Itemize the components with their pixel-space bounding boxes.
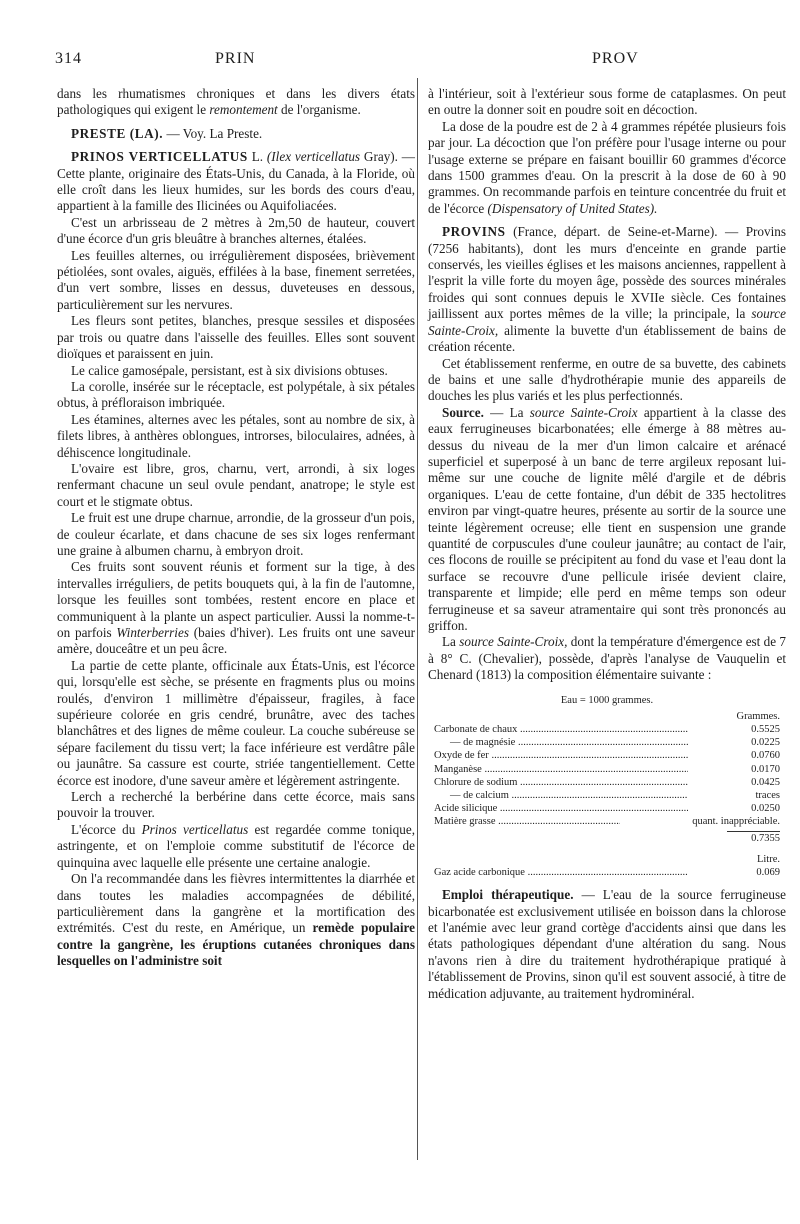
paragraph: C'est un arbrisseau de 2 mètres à 2m,50 de hauteur, couvert d'une écorce d'un gris bleuâtre à branches alternes, étalées. [57,214,415,247]
paragraph: Le fruit est une drupe charnue, arrondie, de la grosseur d'un pois, de couleur écarlate, et dans chacune de ses six loges renfermant une graine à albumen charnu, à embryon droit. [57,510,415,558]
entry-prinos: PRINOS VERTICELLATUS L. (Ilex verticellatus Gray). — Cette plante, originaire des États-Unis, du Canada, à la Floride, où elle croît dans les lieux humides, sur les bords des cours d'eau, appartient à la famille des Ilicinées ou Aquifoliacées. [57,149,415,214]
paragraph: On l'a recommandée dans les fièvres intermittentes la diarrhée et dans toutes les maladies accompagnées de débilité, particulièrement dans la gangrène et la mortification des extrémités. C'est du reste, en Amérique, un remède populaire contre la gangrène, les éruptions cutanées chroniques dans lesquelles on l'administre soit [57,871,416,969]
headword: PROVINS [442,224,506,240]
table-row: — de magnésie ..... 0.0225 [428,736,786,749]
paragraph-emploi: Emploi thérapeutique. — L'eau de la source ferrugineuse bicarbonatée est exclusivement utilisée en boisson dans la chlorose et l'anémie avec leur grand cortège d'accidents ainsi que dans les états pathologiques dépendant d'une altération du sang. Nous n'avons rien à dire du traitement hydrothérapique pratiqué à l'établissement de Provins, sinon qu'il est souvent associé, à titre de médication adjuvante, au traitement hydrominéral. [428,887,786,1001]
column-divider [417,78,418,1160]
table-row: Chlorure de sodium ..... 0.0425 [428,776,786,789]
table-row: — de calcium ..... traces [428,789,786,802]
left-column [57,86,415,970]
page-number: 314 [55,50,82,67]
entry-provins: PROVINS (France, départ. de Seine-et-Marne). — Provins (7256 habitants), dont les murs d'enceinte en grande partie conservés, les vieilles églises et les maisons anciennes, rappellent à l'esprit la ville forte du moyen âge, possède des sources minérales froides qui sont connues depuis le XVIIe siècle. Ces fontaines jaillissent aux portes mêmes de la ville; la principale, la source Sainte-Croix, alimente la buvette d'un établissement de bains de création récente. [428,224,787,355]
paragraph: Les fleurs sont petites, blanches, presque sessiles et disposées par trois ou quatre dans l'aisselle des feuilles. Elles sont souvent dioïques et paraissent en juin. [57,313,415,362]
table-caption: Eau = 1000 grammes. [560,694,654,706]
paragraph: Le calice gamosépale, persistant, est à six divisions obtuses. [71,362,388,378]
paragraph: La corolle, insérée sur le réceptacle, est polypétale, à six pétales obtus, à préfloraison imbriquée. [57,378,415,411]
subheading: Source. [442,404,484,420]
paragraph: à l'intérieur, soit à l'extérieur sous forme de cataplasmes. On peut en outre la donner soit en poudre soit en décoction. [428,86,786,118]
paragraph: Les feuilles alternes, ou irrégulièrement disposées, brièvement pétiolées, sont ovales, aiguës, effilées à la base, finement serretées, d'un vert sombre, lisses en dessus, duveteuses en dessous, particulièrement sur les nervures. [57,247,415,312]
paragraph: Ces fruits sont souvent réunis et forment sur la tige, à des intervalles irréguliers, de petits bouquets qui, à la fin de l'automne, lorsque les feuilles sont tombées, restent encore en place et communiquent à la plante un aspect particulier. Aussi la nomme-t-on parfois Winterberries (baies d'hiver). Les fruits ont une saveur amère, douceâtre et un peu âcre. [57,559,416,657]
paragraph: La dose de la poudre est de 2 à 4 grammes répétée plusieurs fois par jour. La décoction que l'on préfère pour l'usage interne ou pour l'usage externe se prépare en faisant bouillir 60 grammes d'écorce dans 1500 grammes d'eau. On la prescrit à la dose de 60 à 90 grammes. On recommande parfois en teinture concentrée du fruit et de l'écorce (Dispensatory of United States). [428,118,786,216]
paragraph: Les étamines, alternes avec les pétales, sont au nombre de six, à filets libres, à anthères oblongues, introrses, biloculaires, adnées, à déhiscence longitudinale. [57,411,415,460]
table-row: Gaz acide carbonique ..... 0.069 [428,866,786,879]
headword: PRINOS VERTICELLATUS [71,149,248,165]
table-row: Acide silicique ..... 0.0250 [428,802,786,815]
right-column [428,86,786,1002]
table-row: Carbonate de chaux ..... 0.5525 [428,723,786,736]
composition-table [428,694,786,880]
paragraph: Lerch a recherché la berbérine dans cette écorce, mais sans pouvoir la trouver. [57,789,415,821]
paragraph: Cet établissement renferme, en outre de sa buvette, des cabinets de bains et une salle d'hydrothérapie munie des appareils de douches les plus variés et les plus perfectionnés. [428,355,786,404]
table-gas-unit: Litre. [756,853,780,865]
table-unit: Grammes. [736,710,780,722]
table-row: Matière grasse ..... quant. inappréciable. [428,815,786,828]
table-row: Oxyde de fer ..... 0.0760 [428,749,786,762]
paragraph: dans les rhumatismes chroniques et dans les divers états pathologiques qui exigent le remontement de l'organisme. [57,86,415,118]
paragraph: L'écorce du Prinos verticellatus est regardée comme tonique, astringente, et on l'emploie comme substitutif de l'écorce de quinquina avec laquelle elle présente une certaine analogie. [57,821,416,870]
table-total: 0.7355 [428,831,786,845]
headword: PRESTE (LA). [71,125,164,141]
table-row: Manganèse ..... 0.0170 [428,763,786,776]
paragraph-source: Source. — La source Sainte-Croix appartient à la classe des eaux ferrugineuses bicarbonatées; elle émerge à 88 mètres au-dessus du niveau de la mer d'un limon calcaire et arénacé superficiel et superposé à un banc de terre argileux reposant lui-même sur une couche de lignite mêlé d'argile et de débris organiques. L'eau de cette fontaine, d'un débit de 335 hectolitres environ par vingt-quatre heures, présente au sortir de la source une teinte légèrement ocreuse; elle tient en suspension une grande quantité de corpuscules d'une couleur jaunâtre; au contact de l'air, ces flocons de rouille se précipitent au fond du vase et l'eau dont la surface se recouvre d'une pellicule irisée devient claire, transparente et limpide; elle perd en même temps son odeur ferrugineuse et sa saveur atramentaire qui sont très prononcés au griffon. [428,404,786,633]
left-running-head: PRIN [215,50,256,67]
paragraph: L'ovaire est libre, gros, charnu, vert, arrondi, à six loges renfermant chacune un seul ovule pendant, anatrope; le style est court et le stigmate obtus. [57,460,415,509]
right-running-head: PROV [592,50,639,67]
entry-preste: PRESTE (LA). — Voy. La Preste. [71,125,263,141]
paragraph: La partie de cette plante, officinale aux États-Unis, est l'écorce qui, lorsqu'elle est sèche, se présente en fragments plus ou moins roulés, d'environ 1 millimètre d'épaisseur, fragiles, à face supérieure colorée en gris cendré, brunâtre, avec des taches blanchâtres et des lignes de même couleur. La couche subéreuse se sépare facilement du tissu vert; la face inférieure est verdâtre pâle ou jaunâtre. Sa cassure est courte, striée tangentiellement. Cette écorce est inodore, d'une saveur amère et légèrement astringente. [57,657,415,788]
paragraph: La source Sainte-Croix, dont la température d'émergence est de 7 à 8° C. (Chevalier), possède, d'après l'analyse de Vauquelin et Chenard (1813) la composition élémentaire suivante : [428,634,786,683]
running-head [0,50,800,74]
subheading: Emploi thérapeutique. [442,887,574,903]
